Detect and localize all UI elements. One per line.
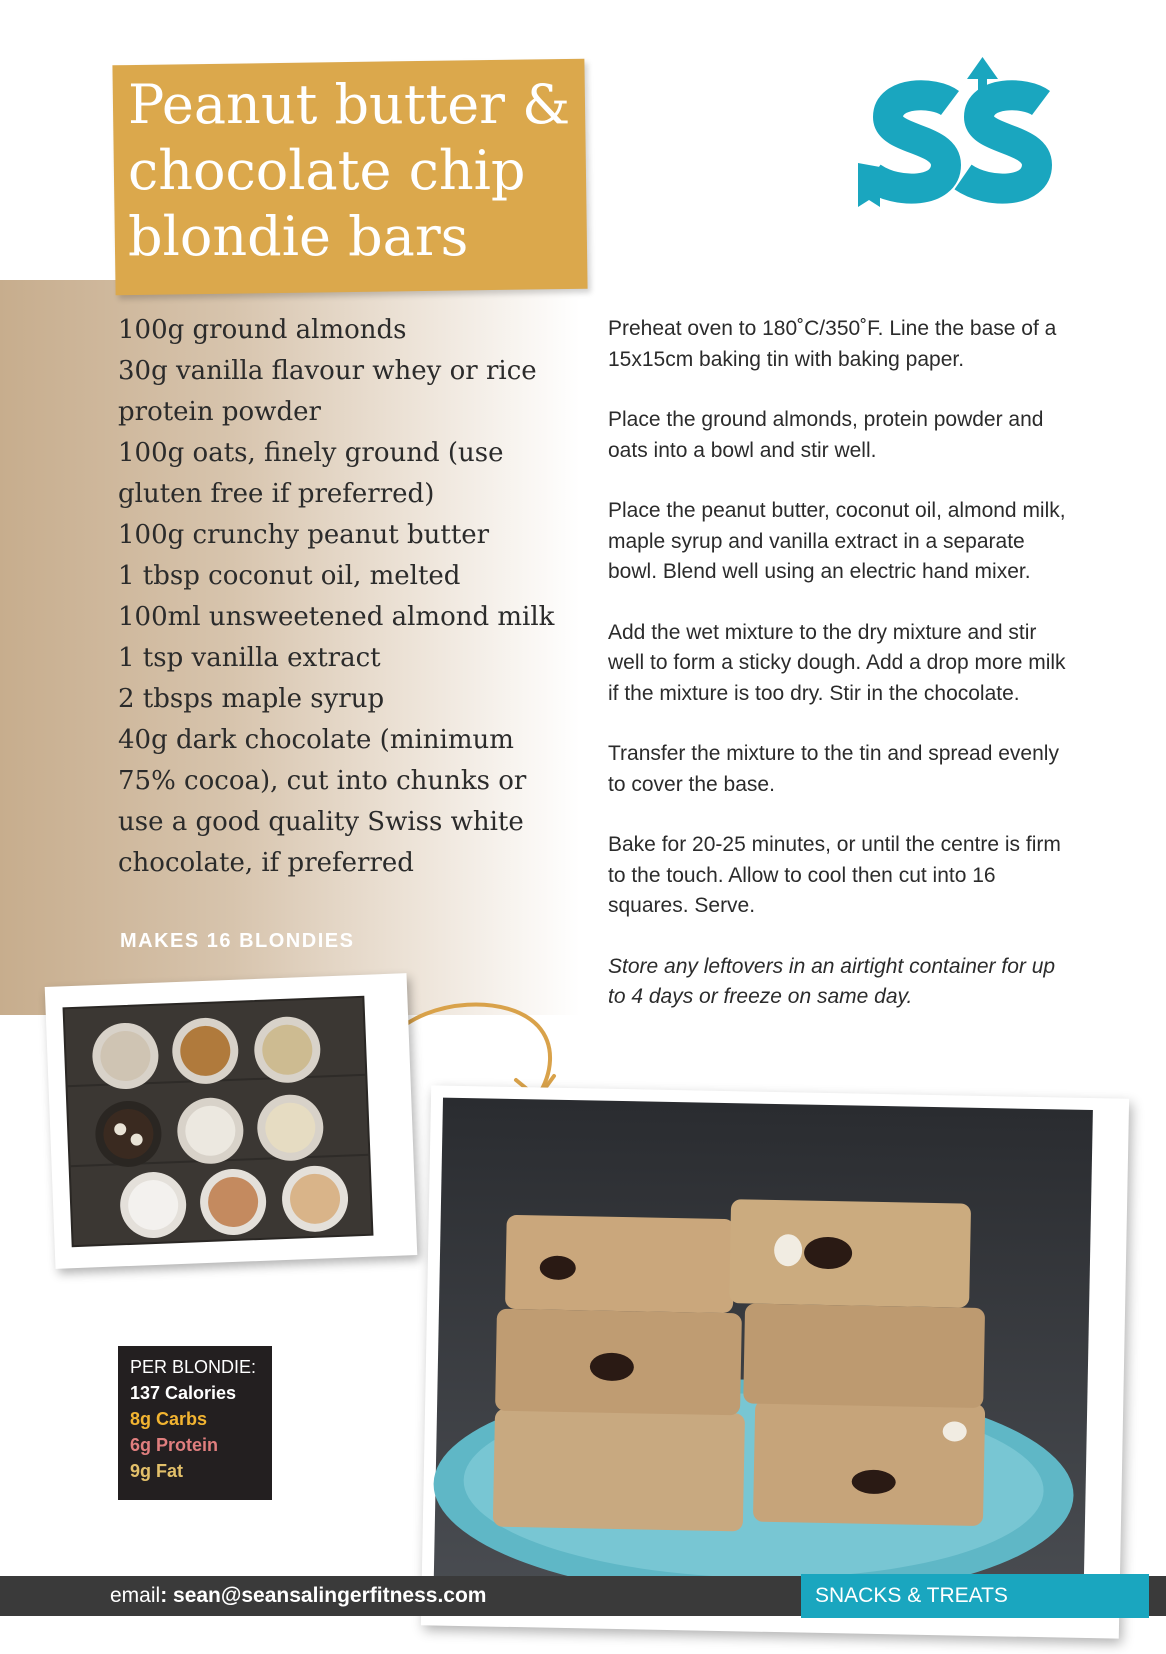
nutrition-calories: 137 Calories	[130, 1383, 237, 1403]
footer-email-label: email	[110, 1584, 161, 1607]
method-step: Add the wet mixture to the dry mixture and stir well to form a sticky dough. Add a drop more milk if the mixture is too dry. Stir in the chocolate.	[608, 620, 1066, 705]
ingredient-list	[118, 310, 578, 884]
yield-label: MAKES 16 BLONDIES	[120, 930, 355, 952]
ingredient-item: 100g oats, finely ground (use gluten free if preferred)	[118, 438, 504, 509]
ingredient-item: 1 tsp vanilla extract	[118, 643, 381, 673]
ingredient-item: 100g ground almonds	[118, 315, 407, 345]
recipe-title: Peanut butter & chocolate chip blondie bars	[128, 73, 571, 268]
ingredient-item: 2 tbsps maple syrup	[118, 684, 385, 714]
nutrition-protein: 6g Protein	[130, 1435, 219, 1455]
method-step: Transfer the mixture to the tin and spread evenly to cover the base.	[608, 742, 1059, 796]
storage-note: Store any leftovers in an airtight container for up to 4 days or freeze on same day.	[608, 954, 1056, 1008]
method-step: Preheat oven to 180˚C/350˚F. Line the base of a 15x15cm baking tin with baking paper.	[608, 317, 1057, 371]
ingredient-item: 100g crunchy peanut butter	[118, 520, 490, 550]
ingredients-photo	[45, 973, 418, 1269]
footer-email-address[interactable]: : sean@seansalingerfitness.com	[160, 1584, 487, 1607]
method-step: Place the ground almonds, protein powder and oats into a bowl and stir well.	[608, 408, 1044, 462]
footer-email	[110, 1584, 486, 1608]
nutrition-box	[118, 1346, 272, 1500]
nutrition-heading: PER BLONDIE:	[130, 1357, 257, 1377]
ingredient-item: 1 tbsp coconut oil, melted	[118, 561, 461, 591]
blondie-bars-photo	[421, 1085, 1129, 1638]
ingredient-item: 30g vanilla flavour whey or rice protein powder	[118, 356, 537, 427]
method-steps	[608, 314, 1068, 1043]
nutrition-carbs: 8g Carbs	[130, 1409, 208, 1429]
ingredient-item: 100ml unsweetened almond milk	[118, 602, 555, 632]
ingredient-item: 40g dark chocolate (minimum 75% cocoa), cut into chunks or use a good quality Swiss white chocolate, if preferred	[118, 725, 527, 878]
method-step: Bake for 20-25 minutes, or until the centre is firm to the touch. Allow to cool then cut into 16 squares. Serve.	[608, 833, 1061, 917]
nutrition-fat: 9g Fat	[130, 1461, 184, 1481]
category-tag: SNACKS & TREATS	[801, 1574, 1149, 1618]
ss-brand-logo-icon	[858, 55, 1058, 225]
method-step: Place the peanut butter, coconut oil, almond milk, maple syrup and vanilla extract in a separate bowl. Blend well using an electric hand mixer.	[608, 499, 1066, 583]
